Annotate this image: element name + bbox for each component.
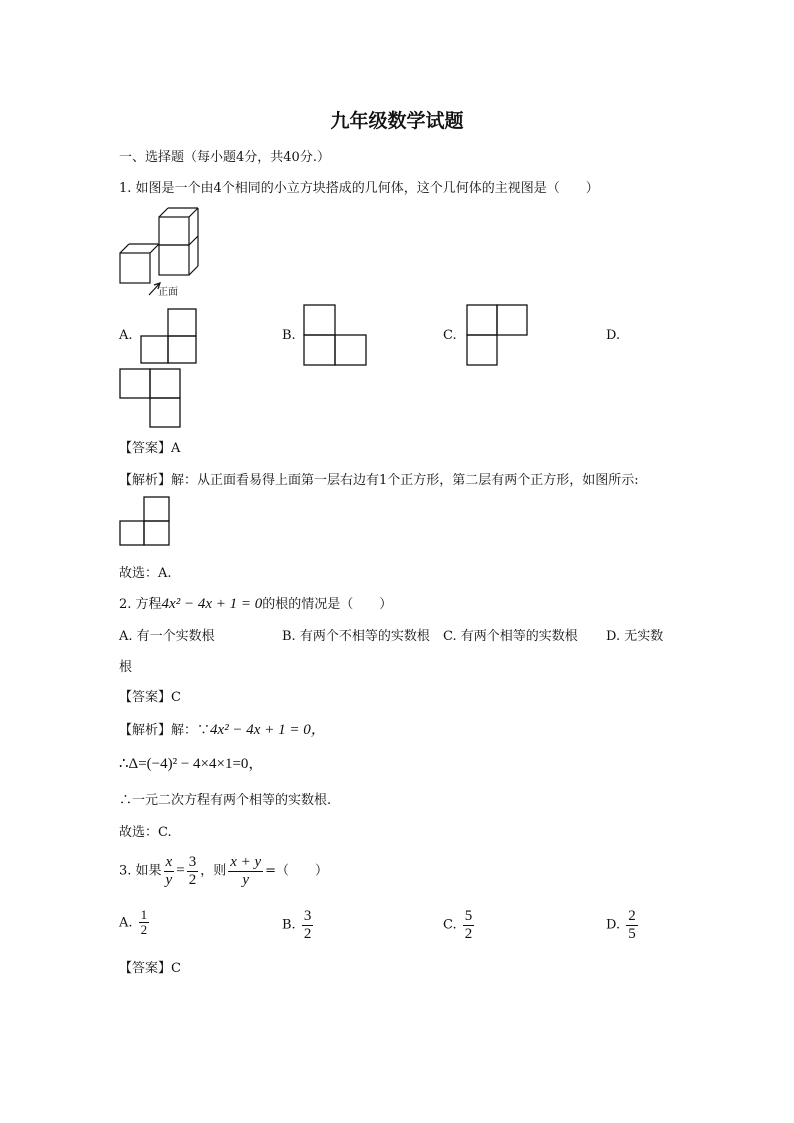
- q3-prefix: 3. 如果: [119, 863, 162, 879]
- q2-analysis: [119, 718, 326, 739]
- q3-option-a: A. $\frac{1}{2}$: [119, 907, 148, 938]
- q2-conclusion: ∴一元二次方程有两个相等的实数根.: [119, 793, 332, 808]
- q3-answer: [119, 957, 181, 976]
- analysis-tag: 【解析】: [119, 473, 172, 488]
- q2-analysis-equation: 4x² − 4x + 1 = 0，: [210, 722, 326, 738]
- q1-option-b-figure: [303, 304, 367, 366]
- q3-fraction-x-over-y: $\frac{x}{y}$: [165, 854, 173, 888]
- q3-option-c: C. $\frac{5}{2}$: [443, 908, 473, 942]
- page-title: 九年级数学试题: [330, 110, 464, 132]
- q3-suffix: =（ ）: [265, 863, 329, 879]
- q3-option-b: B. $\frac{3}{2}$: [282, 908, 312, 942]
- q1-choose: 故选：A.: [119, 566, 172, 581]
- q1-option-d-label: D.: [606, 328, 621, 343]
- q1-stem: 1. 如图是一个由4个相同的小立方块搭成的几何体，这个几何体的主视图是（ ）: [119, 181, 599, 196]
- q1-analysis-figure: [119, 496, 171, 546]
- q1-analysis: [119, 469, 639, 488]
- q2-answer-value: C: [171, 690, 181, 705]
- q2-number: 2. 方程: [119, 597, 162, 612]
- q1-option-b-label: B.: [282, 328, 296, 343]
- q1-option-a-figure: [140, 308, 198, 364]
- q3-fraction-xplusy-over-y: $\frac{x + y}{y}$: [230, 854, 262, 888]
- front-label: 正面: [158, 287, 178, 298]
- q2-choose: 故选：C.: [119, 825, 172, 840]
- answer-tag: 【答案】: [119, 690, 172, 705]
- q1-analysis-text: 解：从正面看易得上面第一层右边有1个正方形，第二层有两个正方形，如图所示:: [171, 473, 639, 488]
- q2-stem: [119, 593, 392, 613]
- q1-option-c-figure: [466, 304, 529, 366]
- q3-option-d: D. $\frac{2}{5}$: [606, 908, 636, 942]
- q1-option-c-label: C.: [443, 328, 457, 343]
- q3-fraction-3-over-2: $\frac{3}{2}$: [188, 854, 197, 888]
- q1-answer-value: A: [171, 441, 181, 456]
- q1-answer: [119, 437, 180, 456]
- q3-answer-value: C: [171, 961, 181, 976]
- q2-option-c: C. 有两个相等的实数根: [443, 629, 578, 644]
- q2-analysis-prefix: 解：∵: [171, 723, 211, 738]
- q2-option-b: B. 有两个不相等的实数根: [282, 629, 430, 644]
- q2-suffix: 的根的情况是（ ）: [262, 597, 393, 612]
- q2-option-d: D. 无实数: [606, 629, 664, 644]
- analysis-tag: 【解析】: [119, 723, 172, 738]
- answer-tag: 【答案】: [119, 441, 172, 456]
- q3-stem: 3. 如果 $\frac{x}{y}$ = $\frac{3}{2}$ ，则 $\frac{x + y}{y}$ =（ ）: [119, 854, 329, 888]
- q3-mid: ，则: [200, 863, 227, 879]
- q2-option-a: A. 有一个实数根: [119, 629, 215, 644]
- q1-option-d-figure: [119, 368, 182, 428]
- section-heading: 一、选择题（每小题4分，共40分.）: [119, 150, 330, 165]
- answer-tag: 【答案】: [119, 961, 172, 976]
- q2-delta: ∴Δ=(−4)² − 4×4×1=0，: [119, 756, 264, 772]
- q2-answer: [119, 686, 181, 705]
- q2-equation: 4x² − 4x + 1 = 0: [161, 596, 263, 612]
- q2-option-d-continued: 根: [119, 660, 133, 675]
- q1-option-a-label: A.: [119, 328, 133, 343]
